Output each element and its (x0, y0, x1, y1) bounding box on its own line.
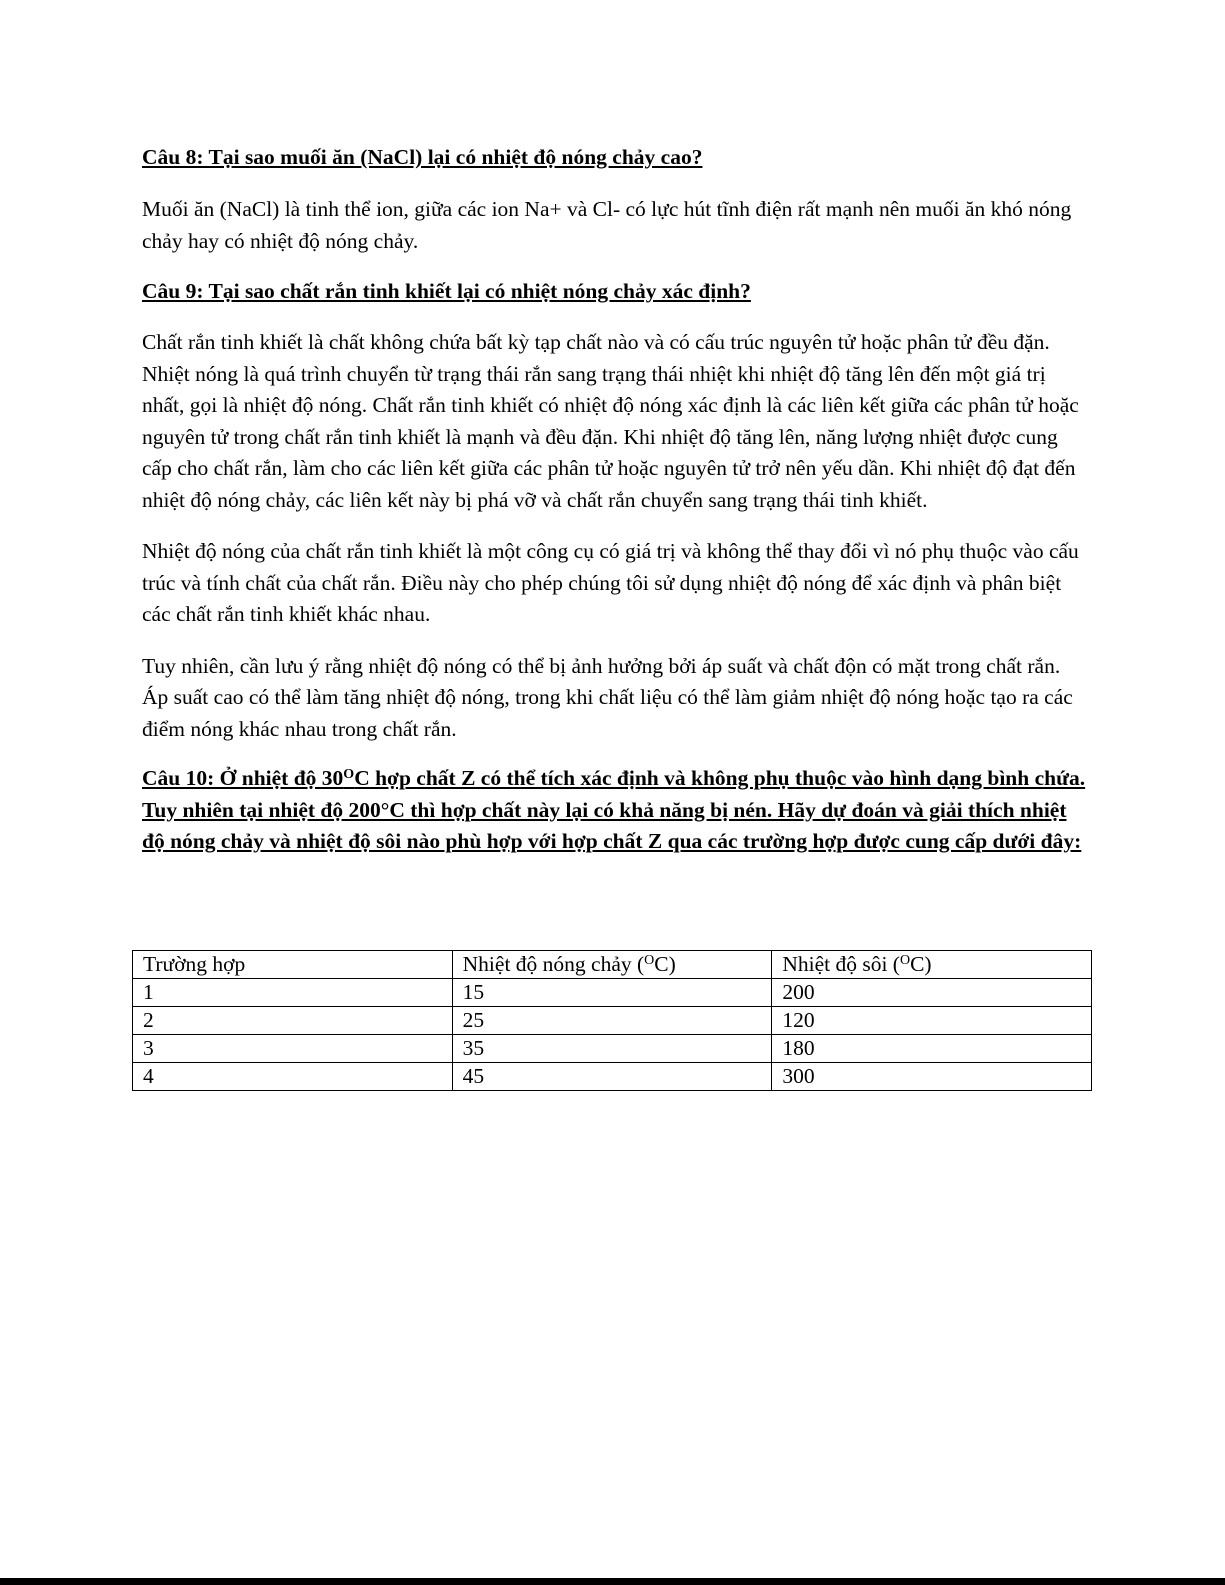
question-8-heading: Câu 8: Tại sao muối ăn (NaCl) lại có nhiệt độ nóng chảy cao? (142, 145, 703, 169)
cell-boiling: 300 (772, 1063, 1092, 1091)
question-8-answer: Muối ăn (NaCl) là tinh thể ion, giữa các ion Na+ và Cl- có lực hút tĩnh điện rất mạnh nên muối ăn khó nóng chảy hay có nhiệt độ nóng chảy. (142, 197, 1072, 253)
degree-superscript: O (899, 953, 911, 968)
table-row (133, 979, 1092, 1007)
cases-table (132, 950, 1092, 1091)
cell-case: 4 (133, 1063, 453, 1091)
table-row (133, 1035, 1092, 1063)
cell-boiling: 180 (772, 1035, 1092, 1063)
header-melting-prefix: Nhiệt độ nóng chảy ( (462, 952, 645, 976)
table-row (133, 1063, 1092, 1091)
header-boiling-prefix: Nhiệt độ sôi ( (782, 952, 900, 976)
table-header-row (133, 951, 1092, 979)
question-9-answer-paragraph-3: Tuy nhiên, cần lưu ý rằng nhiệt độ nóng có thể bị ảnh hưởng bởi áp suất và chất độn có mặt trong chất rắn. Áp suất cao có thể làm tăng nhiệt độ nóng, trong khi chất liệu có thể làm giảm nhiệt độ nóng hoặc tạo ra các điểm nóng khác nhau trong chất rắn. (142, 653, 1073, 741)
header-case: Trường hợp (133, 951, 453, 979)
cell-melting: 45 (452, 1063, 772, 1091)
question-9-answer-paragraph-1: Chất rắn tinh khiết là chất không chứa bất kỳ tạp chất nào và có cấu trúc nguyên tử hoặc phân tử đều đặn. Nhiệt nóng là quá trình chuyển từ trạng thái rắn sang trạng thái nhiệt khi nhiệt độ tăng lên đến một giá trị nhất, gọi là nhiệt độ nóng. Chất rắn tinh khiết có nhiệt độ nóng xác định là các liên kết giữa các phân tử hoặc nguyên tử trong chất rắn tinh khiết là mạnh và đều đặn. Khi nhiệt độ tăng lên, năng lượng nhiệt được cung cấp cho chất rắn, làm cho các liên kết giữa các phân tử hoặc nguyên tử trở nên yếu dần. Khi nhiệt độ đạt đến nhiệt độ nóng chảy, các liên kết này bị phá vỡ và chất rắn chuyển sang trạng thái tinh khiết. (142, 330, 1079, 512)
header-melting-point (452, 951, 772, 979)
header-melting-suffix: C) (654, 952, 676, 976)
cell-melting: 35 (452, 1035, 772, 1063)
cell-boiling: 120 (772, 1007, 1092, 1035)
cell-boiling: 200 (772, 979, 1092, 1007)
cell-melting: 15 (452, 979, 772, 1007)
cell-case: 1 (133, 979, 453, 1007)
degree-superscript: O (343, 767, 355, 782)
cell-case: 3 (133, 1035, 453, 1063)
question-10-heading-start: Câu 10: Ở nhiệt độ 30 (142, 766, 344, 790)
question-9-heading: Câu 9: Tại sao chất rắn tinh khiết lại có nhiệt nóng chảy xác định? (142, 279, 751, 303)
table-row (133, 1007, 1092, 1035)
degree-superscript: O (644, 953, 655, 968)
header-boiling-suffix: C) (910, 952, 932, 976)
cell-case: 2 (133, 1007, 453, 1035)
header-boiling-point (772, 951, 1092, 979)
question-10-heading-rest: C hợp chất Z có thể tích xác định và không phụ thuộc vào hình dạng bình chứa. Tuy nhiên tại nhiệt độ 200°C thì hợp chất này lại có khả năng bị nén. Hãy dự đoán và giải thích nhiệt độ nóng chảy và nhiệt độ sôi nào phù hợp với hợp chất Z qua các trường hợp được cung cấp dưới đây: (142, 766, 1086, 853)
cell-melting: 25 (452, 1007, 772, 1035)
question-9-answer-paragraph-2: Nhiệt độ nóng của chất rắn tinh khiết là một công cụ có giá trị và không thể thay đổi vì nó phụ thuộc vào cấu trúc và tính chất của chất rắn. Điều này cho phép chúng tôi sử dụng nhiệt độ nóng để xác định và phân biệt các chất rắn tinh khiết khác nhau. (142, 539, 1079, 626)
question-10-heading (142, 763, 1087, 858)
page-bottom-border (0, 1578, 1225, 1585)
document-content (142, 142, 1087, 858)
